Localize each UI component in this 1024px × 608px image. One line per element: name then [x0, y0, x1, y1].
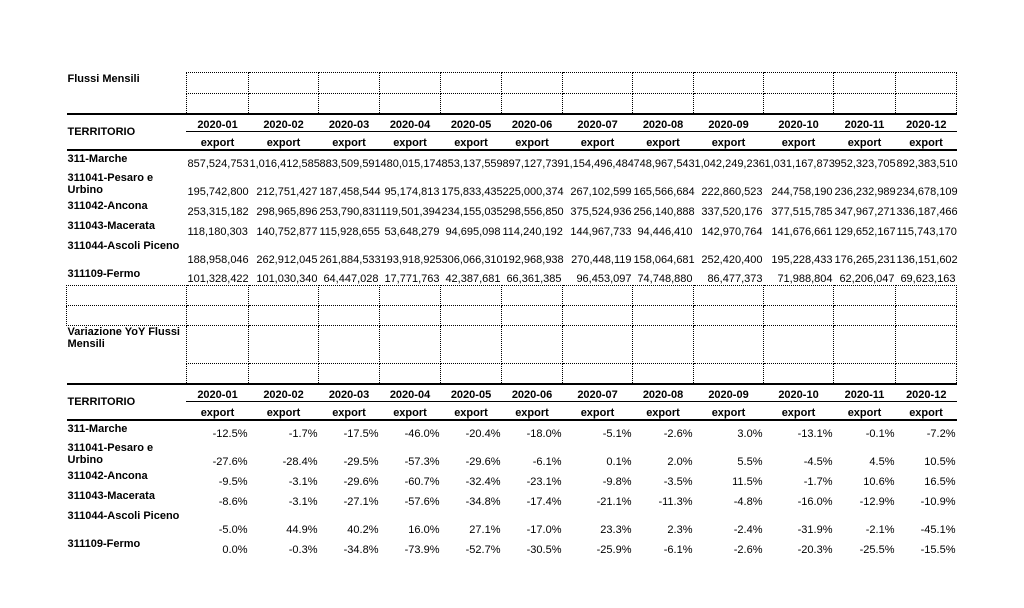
measure-header: export — [187, 132, 249, 150]
value-cell: 253,790,831 — [319, 205, 381, 218]
table-row — [67, 150, 957, 170]
value-cell: 256,140,888 — [633, 205, 695, 218]
month-header: 2020-06 — [502, 114, 563, 132]
month-header: 2020-03 — [319, 114, 380, 132]
value-cell: 16.5% — [924, 475, 956, 488]
value-cell: 16.0% — [408, 523, 440, 536]
table-row — [67, 94, 957, 114]
value-cell: -4.8% — [733, 495, 763, 508]
table-row — [67, 402, 957, 420]
territory-label: 311-Marche — [67, 152, 128, 165]
table-row — [67, 384, 957, 402]
value-cell: 23.3% — [600, 523, 632, 536]
measure-header: export — [441, 132, 502, 150]
month-header: 2020-12 — [896, 384, 957, 402]
value-cell: -11.3% — [658, 495, 693, 508]
territory-label: 311-Marche — [67, 422, 128, 435]
value-cell: -0.3% — [288, 543, 318, 556]
value-cell: 42,387,681 — [445, 273, 501, 285]
measure-header: export — [563, 132, 633, 150]
table-row — [67, 440, 957, 468]
territory-label: 311044-Ascoli Piceno — [67, 239, 180, 252]
territory-label: 311043-Macerata — [67, 489, 155, 502]
value-cell: 96,453,097 — [576, 273, 632, 285]
value-cell: 952,323,705 — [834, 157, 896, 170]
value-cell: 337,520,176 — [701, 205, 763, 218]
value-cell: 144,967,733 — [570, 225, 632, 238]
value-cell: 883,509,591 — [319, 157, 381, 170]
value-cell: 336,187,466 — [896, 205, 958, 218]
value-cell: -9.8% — [602, 475, 632, 488]
value-cell: 261,884,533 — [319, 253, 381, 266]
value-cell: 1,016,412,585 — [249, 157, 320, 170]
spreadsheet — [66, 72, 957, 556]
value-cell: 375,524,936 — [570, 205, 632, 218]
month-header: 2020-04 — [380, 114, 441, 132]
value-cell: 175,833,435 — [441, 185, 503, 198]
value-cell: 253,315,182 — [187, 205, 249, 218]
value-cell: -45.1% — [920, 523, 956, 536]
value-cell: -73.9% — [404, 543, 440, 556]
value-cell: -23.1% — [526, 475, 562, 488]
value-cell: -29.6% — [465, 455, 501, 468]
value-cell: 136,151,602 — [896, 253, 958, 266]
value-cell: 347,967,271 — [834, 205, 896, 218]
month-header: 2020-05 — [441, 114, 502, 132]
value-cell: 857,524,753 — [187, 157, 249, 170]
table-row — [67, 198, 957, 218]
value-cell: -12.5% — [212, 427, 248, 440]
measure-header: export — [764, 402, 834, 420]
value-cell: 236,232,989 — [834, 185, 896, 198]
value-cell: -3.1% — [288, 475, 318, 488]
territorio-header: TERRITORIO — [67, 114, 187, 150]
value-cell: -25.5% — [859, 543, 895, 556]
measure-header: export — [380, 132, 441, 150]
table-row — [67, 364, 957, 384]
value-cell: 267,102,599 — [570, 185, 632, 198]
value-cell: -4.5% — [803, 455, 833, 468]
value-cell: 1,031,167,873 — [764, 157, 835, 170]
month-header: 2020-11 — [834, 114, 896, 132]
territory-label: 311041-Pesaro e Urbino — [67, 441, 154, 466]
value-cell: 1,154,496,484 — [563, 157, 634, 170]
month-header: 2020-09 — [694, 114, 764, 132]
value-cell: 2.0% — [667, 455, 693, 468]
value-cell: 17,771,763 — [384, 273, 440, 285]
value-cell: -20.4% — [465, 427, 501, 440]
value-cell: -1.7% — [288, 427, 318, 440]
value-cell: 141,676,661 — [771, 225, 833, 238]
value-cell: 86,477,373 — [707, 273, 763, 285]
value-cell: 298,556,850 — [502, 205, 564, 218]
value-cell: 270,448,119 — [571, 253, 632, 266]
value-cell: -20.3% — [797, 543, 833, 556]
value-cell: -57.3% — [404, 455, 440, 468]
month-header: 2020-04 — [380, 384, 441, 402]
value-cell: -13.1% — [797, 427, 833, 440]
territory-label: 311109-Fermo — [67, 267, 141, 280]
value-cell: -21.1% — [596, 495, 632, 508]
value-cell: 44.9% — [286, 523, 318, 536]
month-header: 2020-01 — [187, 114, 249, 132]
table-row — [67, 536, 957, 556]
table-row — [67, 420, 957, 440]
value-cell: -29.6% — [343, 475, 379, 488]
value-cell: -34.8% — [343, 543, 379, 556]
value-cell: 192,968,938 — [502, 253, 564, 266]
value-cell: -5.1% — [602, 427, 632, 440]
value-cell: -9.5% — [218, 475, 248, 488]
value-cell: -2.4% — [733, 523, 763, 536]
measure-header: export — [694, 402, 764, 420]
measure-header: export — [319, 132, 380, 150]
value-cell: 71,988,804 — [777, 273, 833, 285]
table-row — [67, 508, 957, 536]
section-title: Flussi Mensili — [67, 72, 140, 85]
value-cell: -34.8% — [465, 495, 501, 508]
value-cell: 234,678,109 — [896, 185, 958, 198]
value-cell: 0.1% — [606, 455, 632, 468]
measure-header: export — [896, 132, 957, 150]
value-cell: 158,064,681 — [633, 253, 695, 266]
month-header: 2020-06 — [502, 384, 563, 402]
value-cell: 252,420,400 — [701, 253, 763, 266]
value-cell: 262,912,045 — [256, 253, 318, 266]
value-cell: 11.5% — [732, 475, 763, 488]
value-cell: 165,566,684 — [633, 185, 695, 198]
value-cell: -27.6% — [212, 455, 248, 468]
value-cell: 115,928,655 — [319, 225, 380, 238]
measure-header: export — [694, 132, 764, 150]
table-row — [67, 306, 957, 326]
value-cell: -17.5% — [343, 427, 379, 440]
value-cell: -2.1% — [865, 523, 895, 536]
territory-label: 311044-Ascoli Piceno — [67, 509, 180, 522]
measure-header: export — [764, 132, 834, 150]
value-cell: -5.0% — [218, 523, 248, 536]
table-row — [67, 73, 957, 94]
value-cell: -1.7% — [803, 475, 833, 488]
territory-label: 311042-Ancona — [67, 469, 148, 482]
measure-header: export — [380, 402, 441, 420]
measure-header: export — [319, 402, 380, 420]
measure-header: export — [249, 132, 319, 150]
value-cell: 115,743,170 — [896, 225, 957, 238]
value-cell: 176,265,231 — [834, 253, 896, 266]
table-row — [67, 170, 957, 198]
value-cell: 66,361,385 — [506, 273, 562, 285]
value-cell: 10.5% — [924, 455, 956, 468]
value-cell: 748,967,543 — [633, 157, 695, 170]
value-cell: 853,137,559 — [441, 157, 503, 170]
month-header: 2020-03 — [319, 384, 380, 402]
measure-header: export — [834, 402, 896, 420]
value-cell: 129,652,167 — [834, 225, 896, 238]
month-header: 2020-02 — [249, 114, 319, 132]
measure-header: export — [249, 402, 319, 420]
value-cell: 64,447,028 — [323, 273, 379, 285]
territory-label: 311041-Pesaro e Urbino — [67, 171, 154, 196]
value-cell: -27.1% — [343, 495, 379, 508]
value-cell: 118,180,303 — [187, 225, 248, 238]
value-cell: 306,066,310 — [441, 253, 503, 266]
table-row — [67, 238, 957, 266]
month-header: 2020-08 — [633, 384, 694, 402]
value-cell: 187,458,544 — [319, 185, 381, 198]
value-cell: 480,015,174 — [380, 157, 442, 170]
value-cell: 101,030,340 — [256, 273, 318, 285]
month-header: 2020-09 — [694, 384, 764, 402]
value-cell: 1,042,249,236 — [694, 157, 765, 170]
measure-header: export — [441, 402, 502, 420]
value-cell: -29.5% — [343, 455, 379, 468]
month-header: 2020-11 — [834, 384, 896, 402]
measure-header: export — [633, 402, 694, 420]
value-cell: 140,752,877 — [256, 225, 318, 238]
value-cell: 74,748,880 — [637, 273, 693, 285]
territory-label: 311042-Ancona — [67, 199, 148, 212]
value-cell: 27.1% — [469, 523, 501, 536]
value-cell: 101,328,422 — [187, 273, 249, 285]
value-cell: -17.0% — [526, 523, 562, 536]
value-cell: -60.7% — [404, 475, 440, 488]
value-cell: 212,751,427 — [256, 185, 318, 198]
measure-header: export — [633, 132, 694, 150]
value-cell: -12.9% — [859, 495, 895, 508]
value-cell: 377,515,785 — [771, 205, 833, 218]
value-cell: -2.6% — [733, 543, 763, 556]
section-title: Variazione YoY Flussi Mensili — [67, 326, 180, 350]
value-cell: -7.2% — [926, 427, 956, 440]
value-cell: 62,206,047 — [839, 273, 895, 285]
value-cell: 2.3% — [667, 523, 693, 536]
value-cell: 10.6% — [863, 475, 895, 488]
month-header: 2020-05 — [441, 384, 502, 402]
measure-header: export — [563, 402, 633, 420]
value-cell: -25.9% — [596, 543, 632, 556]
territorio-header: TERRITORIO — [67, 384, 187, 420]
value-cell: 234,155,035 — [441, 205, 503, 218]
value-cell: -32.4% — [465, 475, 501, 488]
value-cell: 5.5% — [737, 455, 763, 468]
value-cell: 114,240,192 — [502, 225, 563, 238]
value-cell: 3.0% — [737, 427, 763, 440]
value-cell: -57.6% — [404, 495, 440, 508]
month-header: 2020-07 — [563, 384, 633, 402]
value-cell: 225,000,374 — [502, 185, 564, 198]
table-row — [67, 266, 957, 286]
value-cell: -30.5% — [526, 543, 562, 556]
value-cell: 119,501,394 — [380, 205, 441, 218]
table-row — [67, 468, 957, 488]
value-cell: -46.0% — [404, 427, 440, 440]
value-cell: -3.5% — [663, 475, 693, 488]
value-cell: 142,970,764 — [701, 225, 763, 238]
value-cell: -28.4% — [282, 455, 318, 468]
value-cell: -16.0% — [797, 495, 833, 508]
value-cell: 892,383,510 — [896, 157, 958, 170]
measure-header: export — [896, 402, 957, 420]
value-cell: -3.1% — [288, 495, 318, 508]
value-cell: 222,860,523 — [701, 185, 763, 198]
value-cell: 0.0% — [222, 543, 248, 556]
value-cell: 4.5% — [869, 455, 895, 468]
month-header: 2020-08 — [633, 114, 694, 132]
month-header: 2020-10 — [764, 384, 834, 402]
value-cell: -6.1% — [532, 455, 562, 468]
value-cell: -52.7% — [465, 543, 501, 556]
value-cell: 195,742,800 — [187, 185, 249, 198]
value-cell: 94,446,410 — [637, 225, 693, 238]
value-cell: -18.0% — [526, 427, 562, 440]
value-cell: -31.9% — [797, 523, 833, 536]
month-header: 2020-07 — [563, 114, 633, 132]
table-row — [67, 286, 957, 306]
table-row — [67, 218, 957, 238]
month-header: 2020-01 — [187, 384, 249, 402]
value-cell: 195,228,433 — [771, 253, 833, 266]
value-cell: 298,965,896 — [256, 205, 318, 218]
value-cell: -8.6% — [218, 495, 248, 508]
value-cell: -0.1% — [865, 427, 895, 440]
month-header: 2020-10 — [764, 114, 834, 132]
value-cell: -17.4% — [526, 495, 562, 508]
value-cell: 94,695,098 — [445, 225, 501, 238]
measure-header: export — [502, 402, 563, 420]
value-cell: 193,918,925 — [380, 253, 442, 266]
measure-header: export — [187, 402, 249, 420]
value-cell: 53,648,279 — [384, 225, 440, 238]
table-row — [67, 488, 957, 508]
value-cell: -10.9% — [920, 495, 956, 508]
month-header: 2020-02 — [249, 384, 319, 402]
value-cell: 40.2% — [347, 523, 379, 536]
table-row — [67, 114, 957, 132]
value-cell: 69,623,163 — [900, 273, 956, 285]
value-cell: 95,174,813 — [384, 185, 440, 198]
value-cell: -2.6% — [663, 427, 693, 440]
value-cell: -15.5% — [920, 543, 956, 556]
measure-header: export — [502, 132, 563, 150]
table-row — [67, 132, 957, 150]
measure-header: export — [834, 132, 896, 150]
table-row — [67, 326, 957, 364]
value-cell: 897,127,739 — [502, 157, 564, 170]
value-cell: -6.1% — [663, 543, 693, 556]
month-header: 2020-12 — [896, 114, 957, 132]
value-cell: 244,758,190 — [771, 185, 833, 198]
territory-label: 311043-Macerata — [67, 219, 155, 232]
territory-label: 311109-Fermo — [67, 537, 141, 550]
value-cell: 188,958,046 — [187, 253, 249, 266]
